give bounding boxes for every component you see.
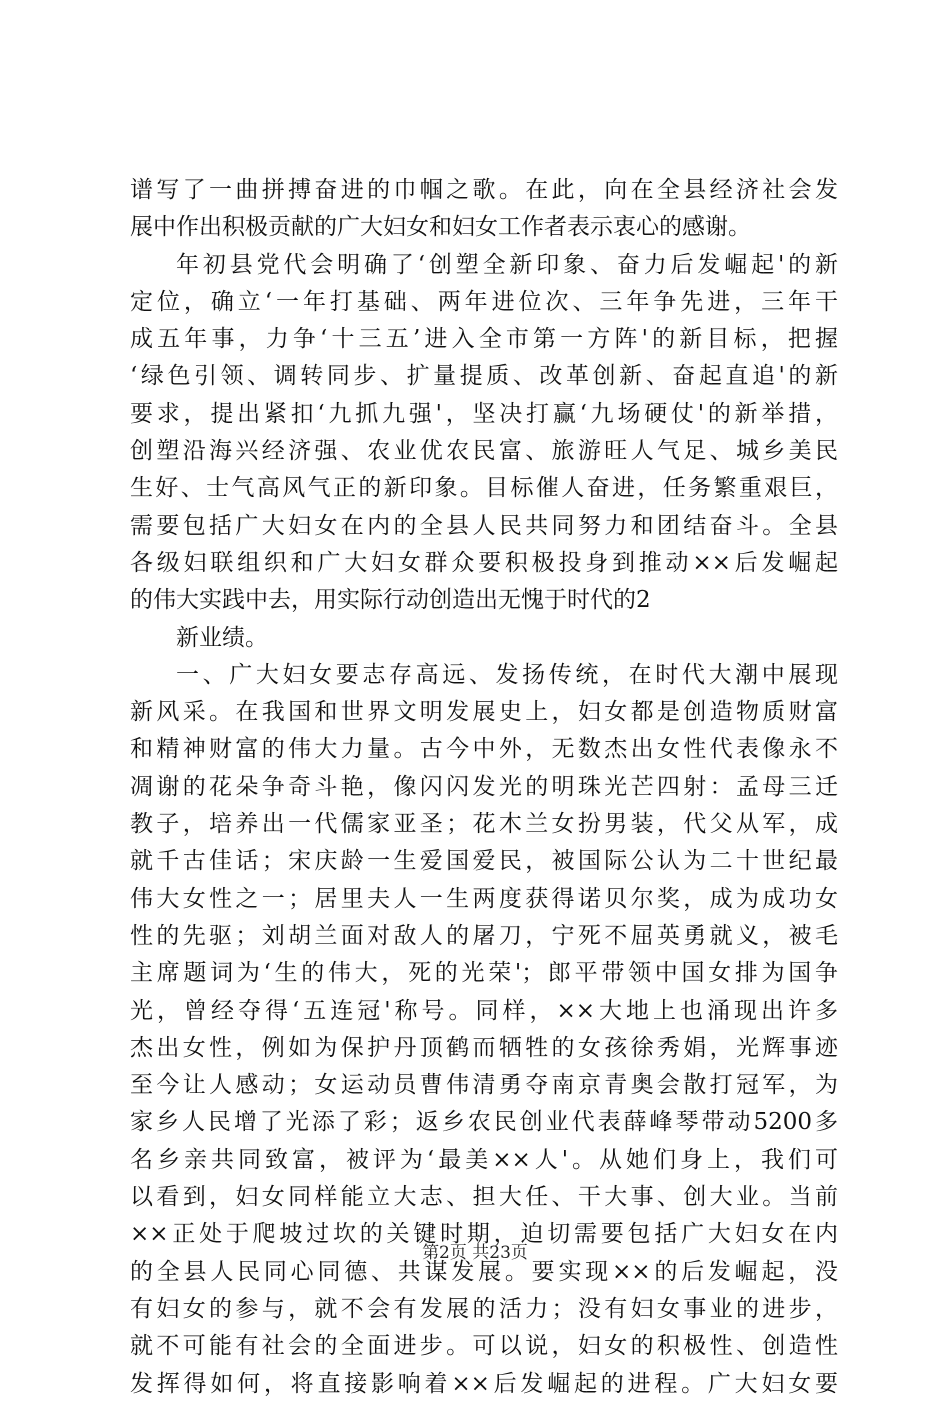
document-body: [130, 172, 838, 1403]
text-line: 谱写了一曲拼搏奋进的巾帼之歌。在此，向在全县经济社会发: [130, 177, 838, 203]
text-line: 主席题词为‘生的伟大，死的光荣'；郎平带领中国女排为国争: [130, 960, 838, 987]
text-line: 成五年事，力争‘十三五’进入全市第一方阵'的新目标，把握: [130, 326, 838, 353]
text-line: 有妇女的参与，就不会有发展的活力；没有妇女事业的进步，: [130, 1295, 838, 1322]
text-line: 名乡亲共同致富，被评为‘最美××人'。从她们身上，我们可: [130, 1146, 838, 1173]
text-line: 至今让人感动；女运动员曹伟清勇夺南京青奥会散打冠军，为: [130, 1072, 838, 1099]
text-line: 性的先驱；刘胡兰面对敌人的屠刀，宁死不屈英勇就义，被毛: [130, 922, 838, 949]
text-line: 新业绩。: [176, 624, 268, 651]
text-line: 杰出女性，例如为保护丹顶鹤而牺牲的女孩徐秀娟，光辉事迹: [130, 1034, 838, 1061]
page-number-footer: 第2页 共23页: [422, 1243, 528, 1263]
text-line: 的伟大实践中去，用实际行动创造出无愧于时代的2: [130, 587, 651, 614]
text-line: 新风采。在我国和世界文明发展史上，妇女都是创造物质财富: [130, 699, 838, 726]
text-line: 凋谢的花朵争奇斗艳，像闪闪发光的明珠光芒四射：孟母三迁: [130, 773, 838, 800]
text-line: 家乡人民增了光添了彩；返乡农民创业代表薛峰琴带动5200多: [130, 1109, 838, 1136]
text-line: 展中作出积极贡献的广大妇女和妇女工作者表示衷心的感谢。: [130, 214, 751, 241]
text-line: 教子，培养出一代儒家亚圣；花木兰女扮男装，代父从军，成: [130, 811, 838, 838]
text-line: 以看到，妇女同样能立大志、担大任、干大事、创大业。当前: [130, 1184, 838, 1211]
text-line: 就不可能有社会的全面进步。可以说，妇女的积极性、创造性: [130, 1333, 838, 1360]
text-line: 年初县党代会明确了‘创塑全新印象、奋力后发崛起'的新: [176, 251, 838, 278]
text-line: ××正处于爬坡过坎的关键时期，迫切需要包括广大妇女在内: [130, 1221, 838, 1248]
text-line: 就千古佳话；宋庆龄一生爱国爱民，被国际公认为二十世纪最: [130, 848, 838, 875]
text-line: 各级妇联组织和广大妇女群众要积极投身到推动××后发崛起: [130, 549, 838, 576]
text-line: 的全县人民同心同德、共谋发展。要实现××的后发崛起，没: [130, 1258, 838, 1285]
text-line: 伟大女性之一；居里夫人一生两度获得诺贝尔奖，成为成功女: [130, 885, 838, 912]
text-line: 和精神财富的伟大力量。古今中外，无数杰出女性代表像永不: [130, 736, 838, 763]
text-line: 创塑沿海兴经济强、农业优农民富、旅游旺人气足、城乡美民: [130, 438, 838, 465]
text-line: ‘绿色引领、调转同步、扩量提质、改革创新、奋起直追'的新: [130, 363, 838, 390]
text-line: 定位，确立‘一年打基础、两年进位次、三年争先进，三年干: [130, 288, 838, 315]
text-line: 一、广大妇女要志存高远、发扬传统，在时代大潮中展现: [176, 661, 838, 688]
text-line: 要求，提出紧扣‘九抓九强'，坚决打赢‘九场硬仗'的新举措，: [130, 400, 838, 427]
text-line: 生好、士气高风气正的新印象。目标催人奋进，任务繁重艰巨，: [130, 475, 838, 502]
text-line: 需要包括广大妇女在内的全县人民共同努力和团结奋斗。全县: [130, 512, 838, 539]
text-line: 发挥得如何，将直接影响着××后发崛起的进程。广大妇女要: [130, 1370, 838, 1397]
text-line: 光，曾经夺得‘五连冠'称号。同样，××大地上也涌现出许多: [130, 997, 838, 1024]
